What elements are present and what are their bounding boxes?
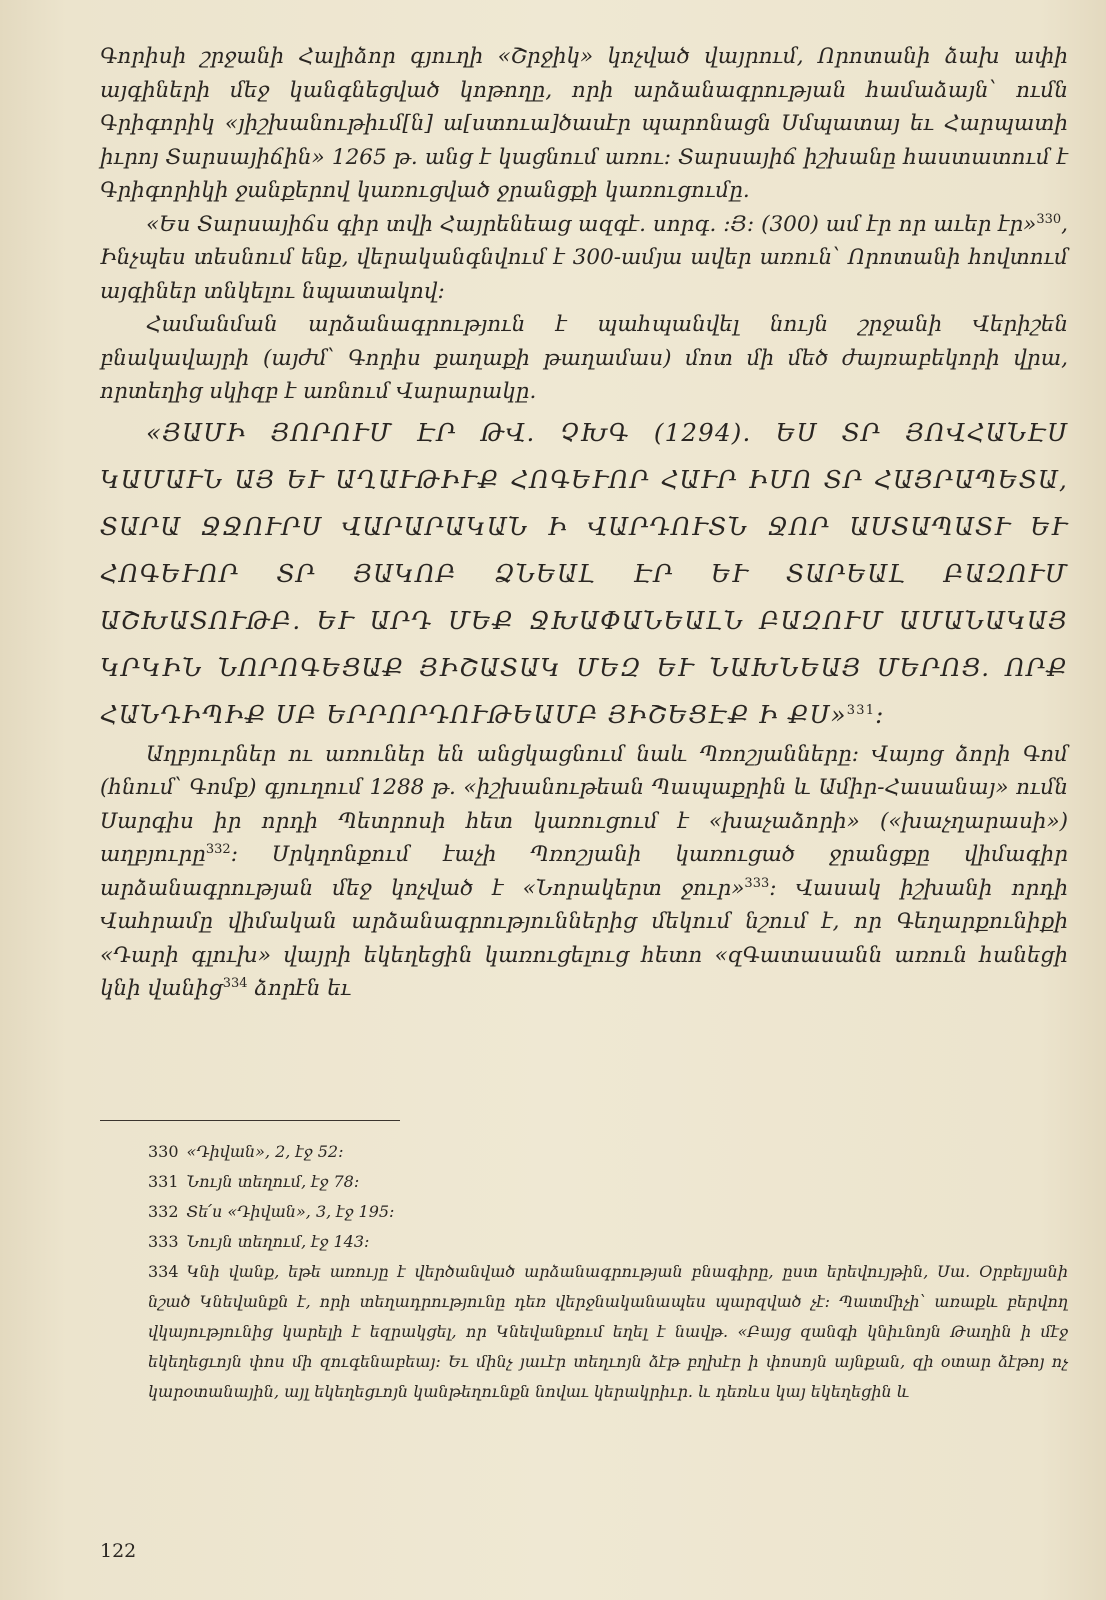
paragraph-4 [100, 738, 1068, 1006]
inscription-block: «ՅԱՄԻ ՅՈՐՈՒՄ ԷՐ ԹՎ. ՉԽԳ (1294). ԵՍ ՏՐ ՅՈՎՀԱՆԷՍ ԿԱՄԱՒՆ ԱՅ ԵՒ ԱՂԱՒԹԻՒՔ ՀՈԳԵՒՈՐ ՀԱՒՐ ԻՄՈ ՏՐ ՀԱՅՐԱՊԵՏԱ, ՏԱՐԱ ՋՋՈՒՐՍ ՎԱՐԱՐԱԿԱՆ Ի ՎԱՐԴՈՒՏՆ ՋՈՐ ԱՍՏԱՊԱՏՒ ԵՒ ՀՈԳԵՒՈՐ ՏՐ ՅԱԿՈԲ ՁՆԵԱԼ ԷՐ ԵՒ ՏԱՐԵԱԼ ԲԱԶՈՒՄ ԱՇԽԱՏՈՒԹԲ. ԵՒ ԱՐԴ ՄԵՔ ՋԽԱՓԱՆԵԱԼՆ ԲԱԶՈՒՄ ԱՄԱՆԱԿԱՅ ԿՐԿԻՆ ՆՈՐՈԳԵՑԱՔ ՅԻՇԱՏԱԿ ՄԵԶ ԵՒ ՆԱԽՆԵԱՅ ՄԵՐՈՑ. ՈՐՔ ՀԱՆԴԻՊԻՔ ՍԲ ԵՐՐՈՐԴՈՒԹԵԱՄԲ ՅԻՇԵՑԷՔ Ի ՔՍ»$^{331}$։ [100, 417, 1068, 729]
footnote-332 [100, 1197, 1068, 1227]
paragraph-3: Համանման արձանագրություն է պահպանվել նույն շրջանի Վերիշեն բնակավայրի (այժմ՝ Գորիս քաղաքի թաղամաս) մոտ մի մեծ ժայռաբեկորի վրա, որտեղից սկիզբ է առնում Վարարակը. [100, 312, 1068, 404]
footnote-number: 331 [148, 1172, 179, 1191]
inscription-text: «ՅԱՄԻ ՅՈՐՈՒՄ ԷՐ ԹՎ. ՉԽԳ (1294). ԵՍ ՏՐ ՅՈՎՀԱՆԷՍ ԿԱՄԱՒՆ ԱՅ ԵՒ ԱՂԱՒԹԻՒՔ ՀՈԳԵՒՈՐ ՀԱՒՐ ԻՄՈ ՏՐ ՀԱՅՐԱՊԵՏԱ, ՏԱՐԱ ՋՋՈՒՐՍ ՎԱՐԱՐԱԿԱՆ Ի ՎԱՐԴՈՒՏՆ ՋՈՐ ԱՍՏԱՊԱՏՒ ԵՒ ՀՈԳԵՒՈՐ ՏՐ ՅԱԿՈԲ ՁՆԵԱԼ ԷՐ ԵՒ ՏԱՐԵԱԼ ԲԱԶՈՒՄ ԱՇԽԱՏՈՒԹԲ. ԵՒ ԱՐԴ ՄԵՔ ՋԽԱՓԱՆԵԱԼՆ ԲԱԶՈՒՄ ԱՄԱՆԱԿԱՅ ԿՐԿԻՆ ՆՈՐՈԳԵՑԱՔ ՅԻՇԱՏԱԿ ՄԵԶ ԵՒ ՆԱԽՆԵԱՅ ՄԵՐՈՑ. ՈՐՔ ՀԱՆԴԻՊԻՔ ՍԲ ԵՐՐՈՐԴՈՒԹԵԱՄԲ ՅԻՇԵՑԷՔ Ի ՔՍ» [100, 417, 1068, 729]
quote-text: «Ես Տարսայիճս գիր տվի Հայրենեաց ազգէ. սորգ. ։Յ։ (300) ամ էր որ աւեր էր» [146, 211, 1037, 237]
footnote-number: 333 [148, 1232, 179, 1251]
footnote-ref-334: 334 [222, 975, 248, 991]
footnote-number: 330 [148, 1142, 179, 1161]
footnote-text: «Դիվան», 2, էջ 52։ [186, 1142, 344, 1161]
footnote-333 [100, 1227, 1068, 1257]
paragraph-1: Գորիսի շրջանի Հալիձոր գյուղի «Շրջիկ» կոչված վայրում, Որոտանի ձախ ափի այգիների մեջ կանգնեցված կոթողը, որի արձանագրության համաձայն՝ ումն Գրիգորիկ «յիշխանութիւմ[ն] ա[ստուա]ծասէր պարոնացն Սմպատայ եւ Հարպատի իւրոյ Տարսայիճին» 1265 թ. անց է կացնում առու։ Տարսայիճ իշխանը հաստատում է Գրիգորիկի ջանքերով կառուցված ջրանցքի կառուցումը. [100, 44, 1068, 203]
page-number: 122 [100, 1540, 137, 1562]
footnotes [100, 1137, 1068, 1407]
paragraph-4-part-3: ։ Վասակ իշխանի որդի Վահրամը վիմական արձանագրություններից մեկում նշում է, որ Գեղարքունիքի «Դարի գլուխ» վայրի եկեղեցին կառուցելուց հետո «զԳատասանն առուն հանեցի կնի վանից [100, 875, 1068, 1001]
footnote-ref-333: 333 [744, 875, 770, 891]
footnote-number: 334 [148, 1262, 179, 1281]
footnote-331 [100, 1167, 1068, 1197]
paragraph-4-part-2: ։ Սրկղոնքում էաչի Պռոշյանի կառուցած ջրանցքը վիմագիր արձանագրության մեջ կոչված է «Նորակերտ ջուր» [100, 842, 1068, 901]
main-text [100, 40, 1068, 1006]
footnote-ref-332: 332 [205, 841, 231, 857]
footnote-ref-330: 330 [1036, 211, 1062, 227]
footnote-divider [100, 1120, 400, 1121]
footnote-ref-331: 331 [846, 702, 876, 718]
paragraph-4-part-1: Աղբյուրներ ու առուներ են անցկացնում նաև Պռոշյանները։ Վայոց ձորի Գոմ (հնում՝ Գոմք) գյուղում 1288 թ. «իշխանութեան Պապաքրին և Ամիր-Հասանայ» ումն Սարգիս իր որդի Պետրոսի հետ կառուցում է «խաչաձորի» («խաչղարասի») աղբյուրը [100, 741, 1068, 867]
footnote-330 [100, 1137, 1068, 1167]
footnote-text: Տե՛ս «Դիվան», 3, էջ 195։ [186, 1202, 395, 1221]
paragraph-4-part-4: ձորէն եւ [247, 976, 352, 1001]
footnote-text: Կնի վանք, եթե առույը է վերծանված արձանագրության բնագիրը, ըստ երեվույթին, Սա. Օրբելյանի նշած Կնեվանքն է, որի տեղադրությունը դեռ վերջնականապես պարզված չէ։ Պատմիչի՝ առաքև բերվող վկայությունից կարելի է եզրակցել, որ Կնեվանքում եղել է նավթ. «Բայց զանգի կնիւնոյն Թաղին ի մէջ եկեղեցւոյն փոս մի զուգենաբեայ։ Եւ մինչ յաւէր տեղւոյն ձէթ բղխէր ի փոսոյն այնքան, զի օտար ձէթոյ ոչ կարօտանային, այլ եկեղեցւոյն կանթեղունքն նովաւ կերակրիւր. և դեռևս կայ եկեղեցին և [148, 1262, 1068, 1401]
paragraph-2-continued: , Ինչպես տեսնում ենք, վերականգնվում է 300-ամյա ավեր առուն՝ Որոտանի հովտում այգիներ տնկելու նպատակով։ [100, 211, 1068, 304]
footnote-334 [100, 1257, 1068, 1407]
footnote-text: Նույն տեղում, էջ 143։ [186, 1232, 370, 1251]
footnote-text: Նույն տեղում, էջ 78։ [186, 1172, 360, 1191]
paragraph-2 [100, 208, 1068, 309]
footnote-number: 332 [148, 1202, 179, 1221]
